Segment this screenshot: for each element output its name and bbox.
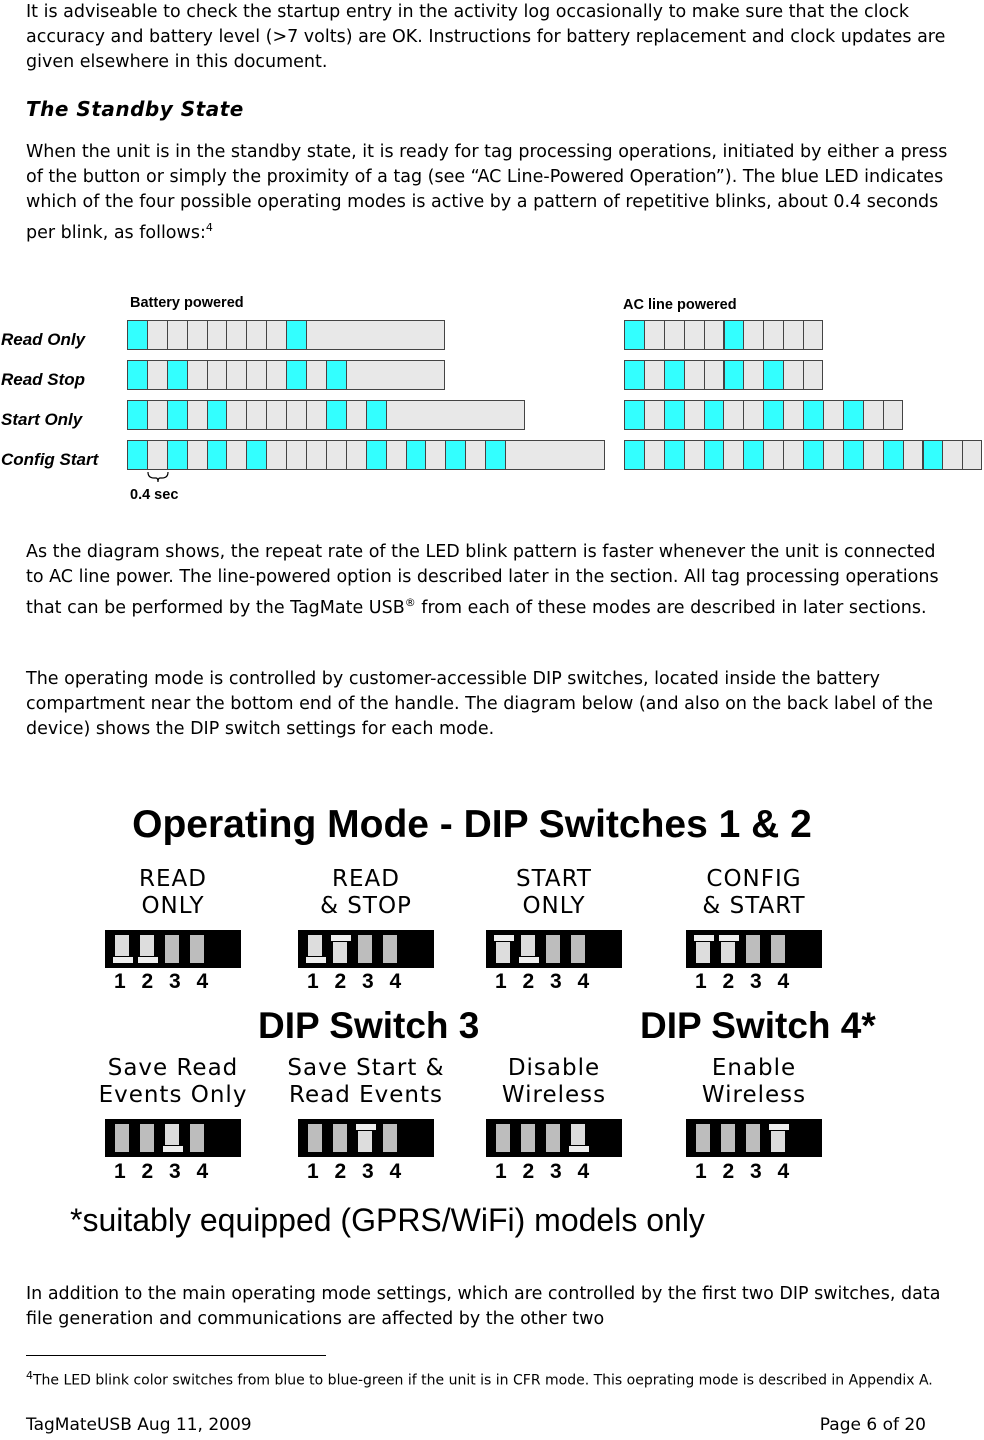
intro-paragraph: It is adviseable to check the startup entry in the activity log occasionally to make sure that the clock accuracy and battery level (>7 volts) are OK. Instructions for battery replacement and clock updates are given elsewhere in this document.: [26, 2, 946, 72]
led-on-cell: [664, 441, 685, 469]
led-off-cell: [207, 361, 228, 389]
led-off-cell: [147, 441, 168, 469]
footnote: [26, 1365, 956, 1392]
option-dip-block: [105, 1119, 241, 1157]
led-off-cell: [863, 401, 884, 429]
led-on-cell: [366, 441, 387, 469]
section-heading: The Standby State: [26, 97, 244, 121]
led-off-cell: [266, 321, 287, 349]
dip-switch-3: [165, 935, 179, 963]
interval-brace: [146, 470, 170, 484]
led-off-cell: [326, 441, 347, 469]
led-off-cell: [704, 321, 725, 349]
footer-doc-date: TagMateUSB Aug 11, 2009: [26, 1415, 252, 1435]
led-off-cell: [147, 321, 168, 349]
footnote-text: The LED blink color switches from blue to blue-green if the unit is in CFR mode. This oeprating mode is described in Appendix A.: [33, 1372, 933, 1389]
led-on-cell: [167, 361, 188, 389]
led-off-cell: [724, 441, 745, 469]
diagram-paragraph: [26, 540, 956, 621]
led-off-cell: [286, 401, 307, 429]
registered-mark: ®: [404, 596, 416, 609]
dip-switch-1: [308, 1124, 322, 1152]
mode-label: START ONLY: [516, 866, 592, 919]
led-off-cell: [306, 401, 327, 429]
battery-powered-label: Battery powered: [130, 295, 244, 311]
led-on-cell: [803, 401, 824, 429]
ac-powered-label: AC line powered: [623, 297, 737, 313]
led-on-cell: [724, 361, 745, 389]
led-on-cell: [127, 321, 148, 349]
led-on-cell: [763, 401, 784, 429]
led-off-cell: [783, 321, 804, 349]
led-off-cell: [306, 441, 327, 469]
blink-row-label: Read Only: [1, 330, 86, 349]
ac-blink-bar: [624, 400, 903, 430]
led-off-cell: [246, 361, 267, 389]
led-on-cell: [923, 441, 944, 469]
dip-switch-1: [696, 935, 710, 963]
dip-switch-2: [721, 935, 735, 963]
dip-switch-2: [140, 935, 154, 963]
led-on-cell: [167, 401, 188, 429]
led-on-cell: [624, 441, 645, 469]
led-on-cell: [803, 441, 824, 469]
dip-switch-1: [115, 935, 129, 963]
battery-blink-bar: [127, 440, 605, 470]
led-on-cell: [167, 441, 188, 469]
led-on-cell: [127, 361, 148, 389]
dip-switch-1: [308, 935, 322, 963]
option-label: Save Start & Read Events: [287, 1055, 445, 1108]
dip-switch-2: [521, 935, 535, 963]
dip-switch-2: [521, 1124, 535, 1152]
option-dip-block: [686, 1119, 822, 1157]
dip-switch-3: [746, 935, 760, 963]
led-on-cell: [843, 441, 864, 469]
led-off-cell: [684, 401, 705, 429]
dip-switch-4: [771, 1124, 785, 1152]
led-off-cell: [823, 441, 844, 469]
blink-row-label: Start Only: [1, 410, 83, 429]
dip-switch-3: [165, 1124, 179, 1152]
led-on-cell: [286, 361, 307, 389]
mode-label: CONFIG & START: [702, 866, 806, 919]
footnote-number: 4: [26, 1369, 33, 1382]
led-off-cell: [684, 441, 705, 469]
led-off-cell: [426, 441, 447, 469]
footnote-rule: [26, 1355, 326, 1356]
dip-switch-1: [496, 935, 510, 963]
led-on-cell: [366, 401, 387, 429]
led-on-cell: [326, 401, 347, 429]
diagram-text-a: As the diagram shows, the repeat rate of the LED blink pattern is faster whenever the unit is connected to AC line power. The line-powered option is described later in the section. All tag processing operations that can be performed by the TagMate USB: [26, 542, 939, 618]
led-off-cell: [763, 441, 784, 469]
led-off-cell: [246, 321, 267, 349]
option-label: Disable Wireless: [501, 1055, 607, 1108]
led-off-cell: [246, 401, 267, 429]
dip-switch-2: [333, 1124, 347, 1152]
led-on-cell: [763, 361, 784, 389]
led-on-cell: [246, 441, 267, 469]
led-off-cell: [644, 361, 665, 389]
led-on-cell: [286, 321, 307, 349]
led-off-cell: [187, 401, 208, 429]
led-on-cell: [207, 441, 228, 469]
blink-row-label: Config Start: [1, 450, 99, 469]
led-on-cell: [127, 401, 148, 429]
led-on-cell: [624, 401, 645, 429]
led-off-cell: [266, 441, 287, 469]
led-off-cell: [386, 441, 407, 469]
led-on-cell: [724, 321, 745, 349]
led-on-cell: [406, 441, 427, 469]
led-off-cell: [266, 401, 287, 429]
led-on-cell: [664, 361, 685, 389]
footer-page-number: Page 6 of 20: [819, 1415, 926, 1435]
led-off-cell: [763, 321, 784, 349]
led-off-cell: [664, 321, 685, 349]
led-off-cell: [743, 361, 764, 389]
led-off-cell: [346, 401, 367, 429]
led-off-cell: [644, 321, 665, 349]
led-on-cell: [843, 401, 864, 429]
led-off-cell: [207, 321, 228, 349]
mode-dip-block: [298, 930, 434, 968]
led-off-cell: [724, 401, 745, 429]
option-dip-block: [298, 1119, 434, 1157]
dip-switch-3: [546, 1124, 560, 1152]
dip-switch-3: [358, 1124, 372, 1152]
mode-label: READ & STOP: [320, 866, 412, 919]
led-off-cell: [783, 401, 804, 429]
ac-blink-bar: [624, 360, 823, 390]
battery-blink-bar: [127, 360, 445, 390]
option-dip-block: [486, 1119, 622, 1157]
dip-switch-4: [571, 935, 585, 963]
led-on-cell: [624, 321, 645, 349]
led-off-cell: [147, 401, 168, 429]
ac-blink-bar: [624, 320, 823, 350]
led-off-cell: [187, 321, 208, 349]
dip-switch-numbers: 1 2 3 4: [495, 970, 595, 993]
led-off-cell: [167, 321, 188, 349]
dip-switch-numbers: 1 2 3 4: [495, 1160, 595, 1183]
mode-dip-block: [486, 930, 622, 968]
battery-blink-bar: [127, 320, 445, 350]
dip-switch-1: [496, 1124, 510, 1152]
dip-switch-4: [190, 935, 204, 963]
led-off-cell: [187, 441, 208, 469]
standby-text: When the unit is in the standby state, it is ready for tag processing operations, initiated by either a press of the button or simply the proximity of a tag (see “AC Line-Powered Operation”). The blue LED indicates which of the four possible operating modes is active by a pattern of repetitive blinks, about 0.4 seconds per blink, as follows:: [26, 142, 948, 243]
dip-switch-3: [358, 935, 372, 963]
led-off-cell: [286, 441, 307, 469]
battery-blink-bar: [127, 400, 525, 430]
led-off-cell: [644, 441, 665, 469]
led-on-cell: [704, 401, 725, 429]
led-off-cell: [227, 441, 248, 469]
dip-switch-4: [383, 935, 397, 963]
led-off-cell: [227, 401, 248, 429]
standby-paragraph: [26, 140, 956, 246]
dip-paragraph: The operating mode is controlled by customer-accessible DIP switches, located inside the battery compartment near the bottom end of the handle. The diagram below (and also on the back label of the device) shows the DIP switch settings for each mode.: [26, 669, 933, 739]
dip-switch-numbers: 1 2 3 4: [114, 970, 214, 993]
dip-switch-3: [546, 935, 560, 963]
dip-switch-3: [746, 1124, 760, 1152]
mode-dip-block: [105, 930, 241, 968]
led-off-cell: [147, 361, 168, 389]
led-on-cell: [743, 441, 764, 469]
led-off-cell: [227, 361, 248, 389]
dip-switch-4: [383, 1124, 397, 1152]
led-on-cell: [624, 361, 645, 389]
dip-switch-numbers: 1 2 3 4: [114, 1160, 214, 1183]
dip-switch-4: [771, 935, 785, 963]
led-off-cell: [823, 401, 844, 429]
led-off-cell: [684, 321, 705, 349]
dip-switch-3-title: DIP Switch 3: [258, 1005, 480, 1046]
led-off-cell: [903, 441, 924, 469]
led-off-cell: [644, 401, 665, 429]
ac-blink-bar: [624, 440, 982, 470]
led-off-cell: [306, 361, 327, 389]
blink-row-label: Read Stop: [1, 370, 86, 389]
led-off-cell: [743, 401, 764, 429]
option-label: Enable Wireless: [701, 1055, 807, 1108]
dip-switch-4-title: DIP Switch 4*: [640, 1005, 876, 1046]
option-label: Save Read Events Only: [98, 1055, 248, 1108]
dip-switch-2: [721, 1124, 735, 1152]
led-on-cell: [664, 401, 685, 429]
mode-dip-block: [686, 930, 822, 968]
led-off-cell: [743, 321, 764, 349]
dip-switch-2: [140, 1124, 154, 1152]
led-on-cell: [207, 401, 228, 429]
dip-switch-numbers: 1 2 3 4: [307, 970, 407, 993]
led-off-cell: [783, 441, 804, 469]
dip-switch-1: [115, 1124, 129, 1152]
led-on-cell: [883, 441, 904, 469]
mode-label: READ ONLY: [139, 866, 207, 919]
led-off-cell: [227, 321, 248, 349]
diagram-text-b: from each of these modes are described in later sections.: [415, 597, 927, 618]
led-on-cell: [485, 441, 506, 469]
led-off-cell: [783, 361, 804, 389]
led-on-cell: [445, 441, 466, 469]
led-off-cell: [187, 361, 208, 389]
led-off-cell: [942, 441, 963, 469]
interval-label: 0.4 sec: [130, 487, 179, 503]
led-on-cell: [127, 441, 148, 469]
dip-switch-numbers: 1 2 3 4: [695, 970, 795, 993]
led-off-cell: [465, 441, 486, 469]
dip-switch-4: [190, 1124, 204, 1152]
dip-switch-2: [333, 935, 347, 963]
dip-switch-4: [571, 1124, 585, 1152]
final-paragraph: In addition to the main operating mode settings, which are controlled by the first two DIP switches, data file generation and communications are affected by the other two: [26, 1284, 941, 1329]
led-off-cell: [863, 441, 884, 469]
led-off-cell: [346, 441, 367, 469]
dip-diagram-title: Operating Mode - DIP Switches 1 & 2: [132, 803, 812, 846]
models-note: *suitably equipped (GPRS/WiFi) models only: [70, 1202, 705, 1238]
dip-switch-numbers: 1 2 3 4: [695, 1160, 795, 1183]
footnote-ref: 4: [205, 221, 213, 234]
led-off-cell: [266, 361, 287, 389]
led-on-cell: [326, 361, 347, 389]
led-off-cell: [704, 361, 725, 389]
dip-switch-numbers: 1 2 3 4: [307, 1160, 407, 1183]
led-off-cell: [684, 361, 705, 389]
led-on-cell: [704, 441, 725, 469]
dip-switch-1: [696, 1124, 710, 1152]
